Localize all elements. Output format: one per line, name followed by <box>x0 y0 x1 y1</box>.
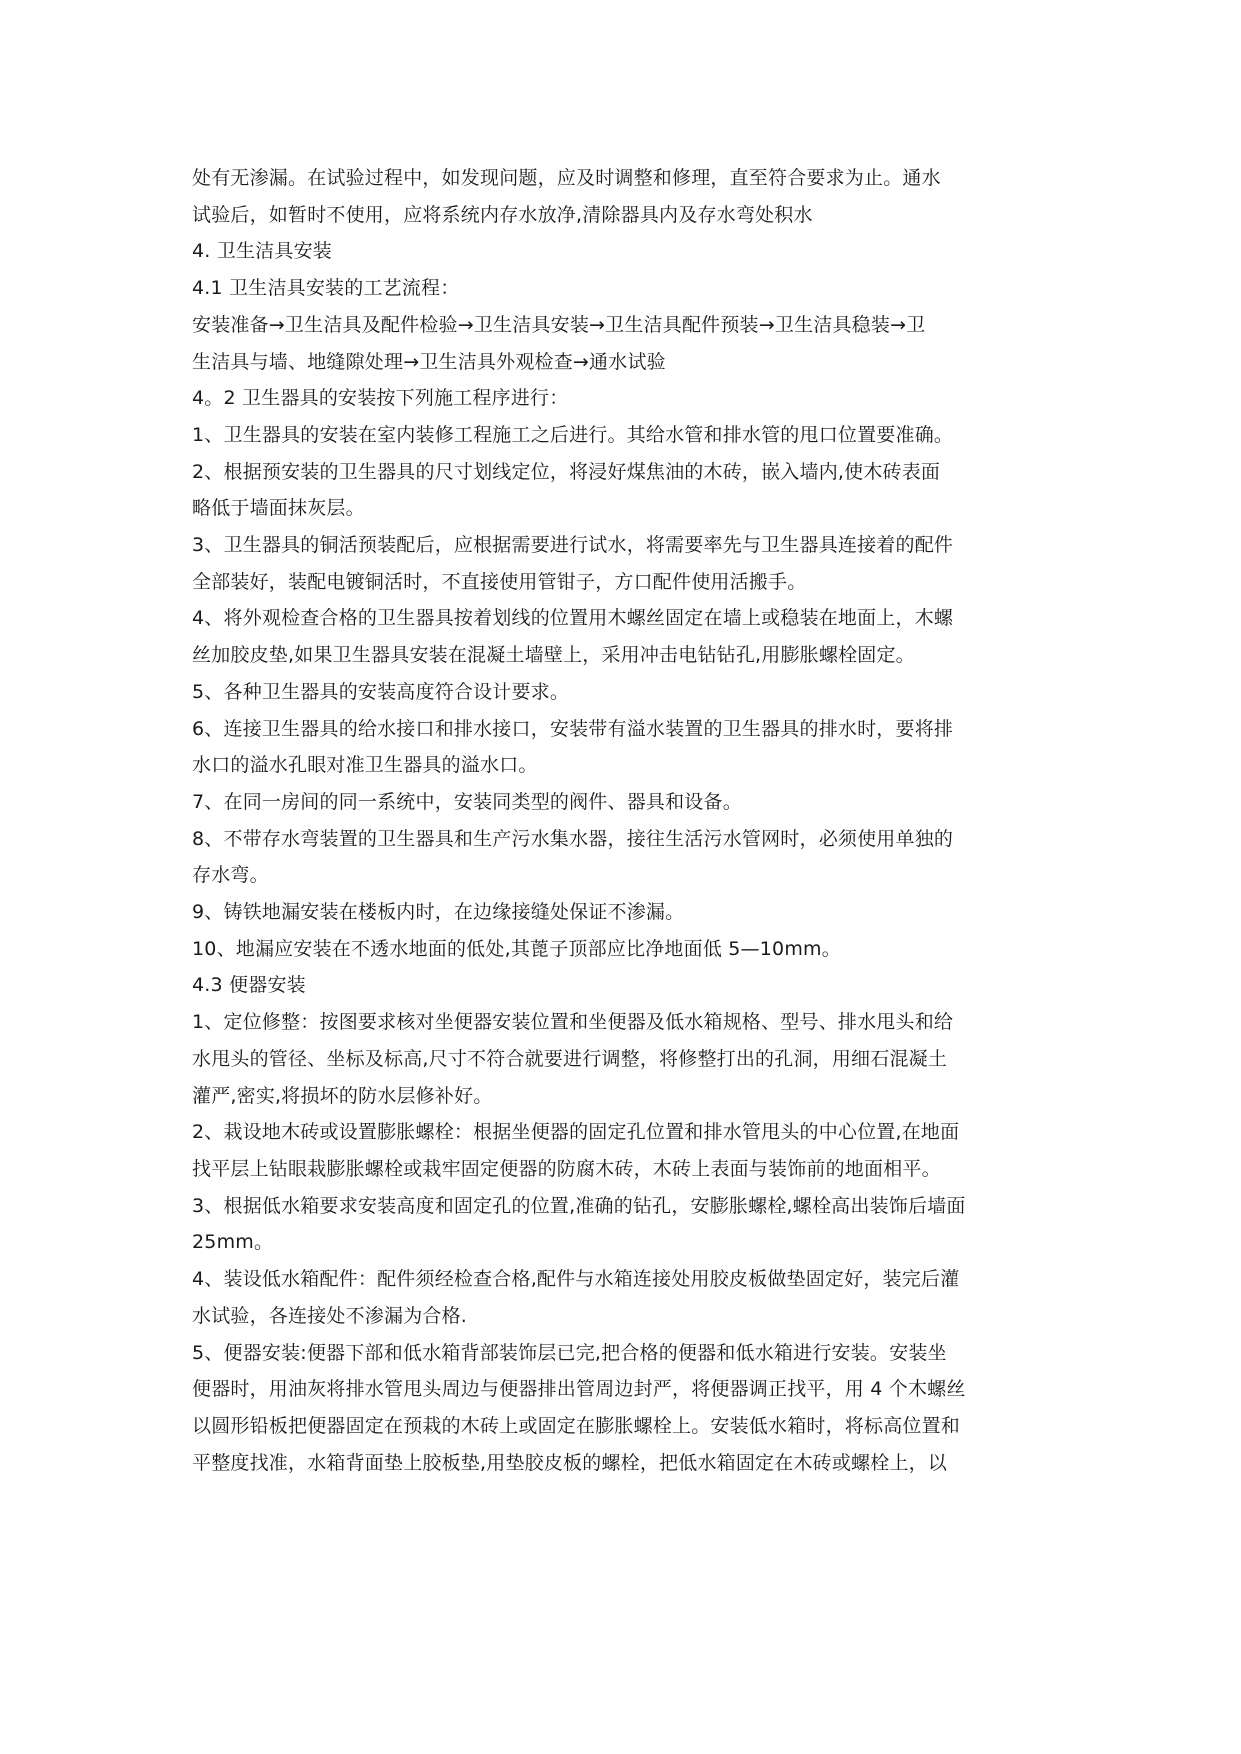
text-line: 丝加胶皮垫,如果卫生器具安装在混凝土墙壁上，采用冲击电钻钻孔,用膨胀螺栓固定。 <box>192 644 915 667</box>
subsection-heading: 4.1 卫生洁具安装的工艺流程： <box>192 277 460 300</box>
list-item: 7、在同一房间的同一系统中，安装同类型的阀件、器具和设备。 <box>192 790 742 813</box>
section-heading: 4. 卫生洁具安装 <box>192 240 332 263</box>
list-item: 2、根据预安装的卫生器具的尺寸划线定位，将浸好煤焦油的木砖，嵌入墙内,使木砖表面 <box>192 460 941 483</box>
text-line: 略低于墙面抹灰层。 <box>192 497 365 520</box>
text-line: 水甩头的管径、坐标及标高,尺寸不符合就要进行调整，将修整打出的孔洞，用细石混凝土 <box>192 1047 948 1070</box>
text-line: 25mm。 <box>192 1231 274 1254</box>
text-line: 平整度找准，水箱背面垫上胶板垫,用垫胶皮板的螺栓，把低水箱固定在木砖或螺栓上，以 <box>192 1451 948 1474</box>
list-item: 5、便器安装:便器下部和低水箱背部装饰层已完,把合格的便器和低水箱进行安装。安装坐 <box>192 1341 947 1364</box>
list-item: 3、卫生器具的铜活预装配后，应根据需要进行试水，将需要率先与卫生器具连接着的配件 <box>192 534 954 557</box>
text-line: 灌严,密实,将损坏的防水层修补好。 <box>192 1084 493 1107</box>
text-line: 便器时，用油灰将排水管甩头周边与便器排出管周边封严，将便器调正找平，用 4 个木螺丝 <box>192 1378 966 1401</box>
list-item: 4、装设低水箱配件：配件须经检查合格,配件与水箱连接处用胶皮板做垫固定好，装完后灌 <box>192 1268 960 1291</box>
text-line: 处有无渗漏。在试验过程中，如发现问题，应及时调整和修理，直至符合要求为止。通水 <box>192 167 941 189</box>
text-line: 全部装好，装配电镀铜活时，不直接使用管钳子，方口配件使用活搬手。 <box>192 570 807 593</box>
text-line: 水口的溢水孔眼对准卫生器具的溢水口。 <box>192 754 538 777</box>
list-item: 3、根据低水箱要求安装高度和固定孔的位置,准确的钻孔，安膨胀螺栓,螺栓高出装饰后墙面 <box>192 1194 966 1217</box>
list-item: 6、连接卫生器具的给水接口和排水接口，安装带有溢水装置的卫生器具的排水时，要将排 <box>192 717 954 740</box>
document-body <box>192 160 1057 1481</box>
list-item: 10、地漏应安装在不透水地面的低处,其蓖子顶部应比净地面低 5—10mm。 <box>192 937 841 960</box>
text-line: 找平层上钻眼栽膨胀螺栓或栽牢固定便器的防腐木砖，木砖上表面与装饰前的地面相平。 <box>192 1157 941 1180</box>
text-line: 安装准备→卫生洁具及配件检验→卫生洁具安装→卫生洁具配件预装→卫生洁具稳装→卫 <box>192 313 926 336</box>
list-item: 1、卫生器具的安装在室内装修工程施工之后进行。其给水管和排水管的甩口位置要准确。 <box>192 423 954 446</box>
list-item: 2、栽设地木砖或设置膨胀螺栓：根据坐便器的固定孔位置和排水管甩头的中心位置,在地面 <box>192 1121 960 1144</box>
text-line: 以圆形铅板把便器固定在预栽的木砖上或固定在膨胀螺栓上。安装低水箱时，将标高位置和 <box>192 1414 961 1437</box>
list-item: 8、不带存水弯装置的卫生器具和生产污水集水器，接往生活污水管网时，必须使用单独的 <box>192 827 954 850</box>
subsection-heading: 4.3 便器安装 <box>192 974 306 997</box>
text-line: 水试验，各连接处不渗漏为合格. <box>192 1304 468 1327</box>
subsection-heading: 4。2 卫生器具的安装按下列施工程序进行： <box>192 387 569 410</box>
text-line: 存水弯。 <box>192 864 269 887</box>
list-item: 4、将外观检查合格的卫生器具按着划线的位置用木螺丝固定在墙上或稳装在地面上，木螺 <box>192 607 954 630</box>
text-line: 生洁具与墙、地缝隙处理→卫生洁具外观检查→通水试验 <box>192 350 666 373</box>
text-line: 试验后，如暂时不使用，应将系统内存水放净,清除器具内及存水弯处积水 <box>192 203 813 226</box>
list-item: 9、铸铁地漏安装在楼板内时，在边缘接缝处保证不渗漏。 <box>192 901 685 924</box>
list-item: 1、定位修整：按图要求核对坐便器安装位置和坐便器及低水箱规格、型号、排水甩头和给 <box>192 1011 954 1034</box>
list-item: 5、各种卫生器具的安装高度符合设计要求。 <box>192 680 570 703</box>
